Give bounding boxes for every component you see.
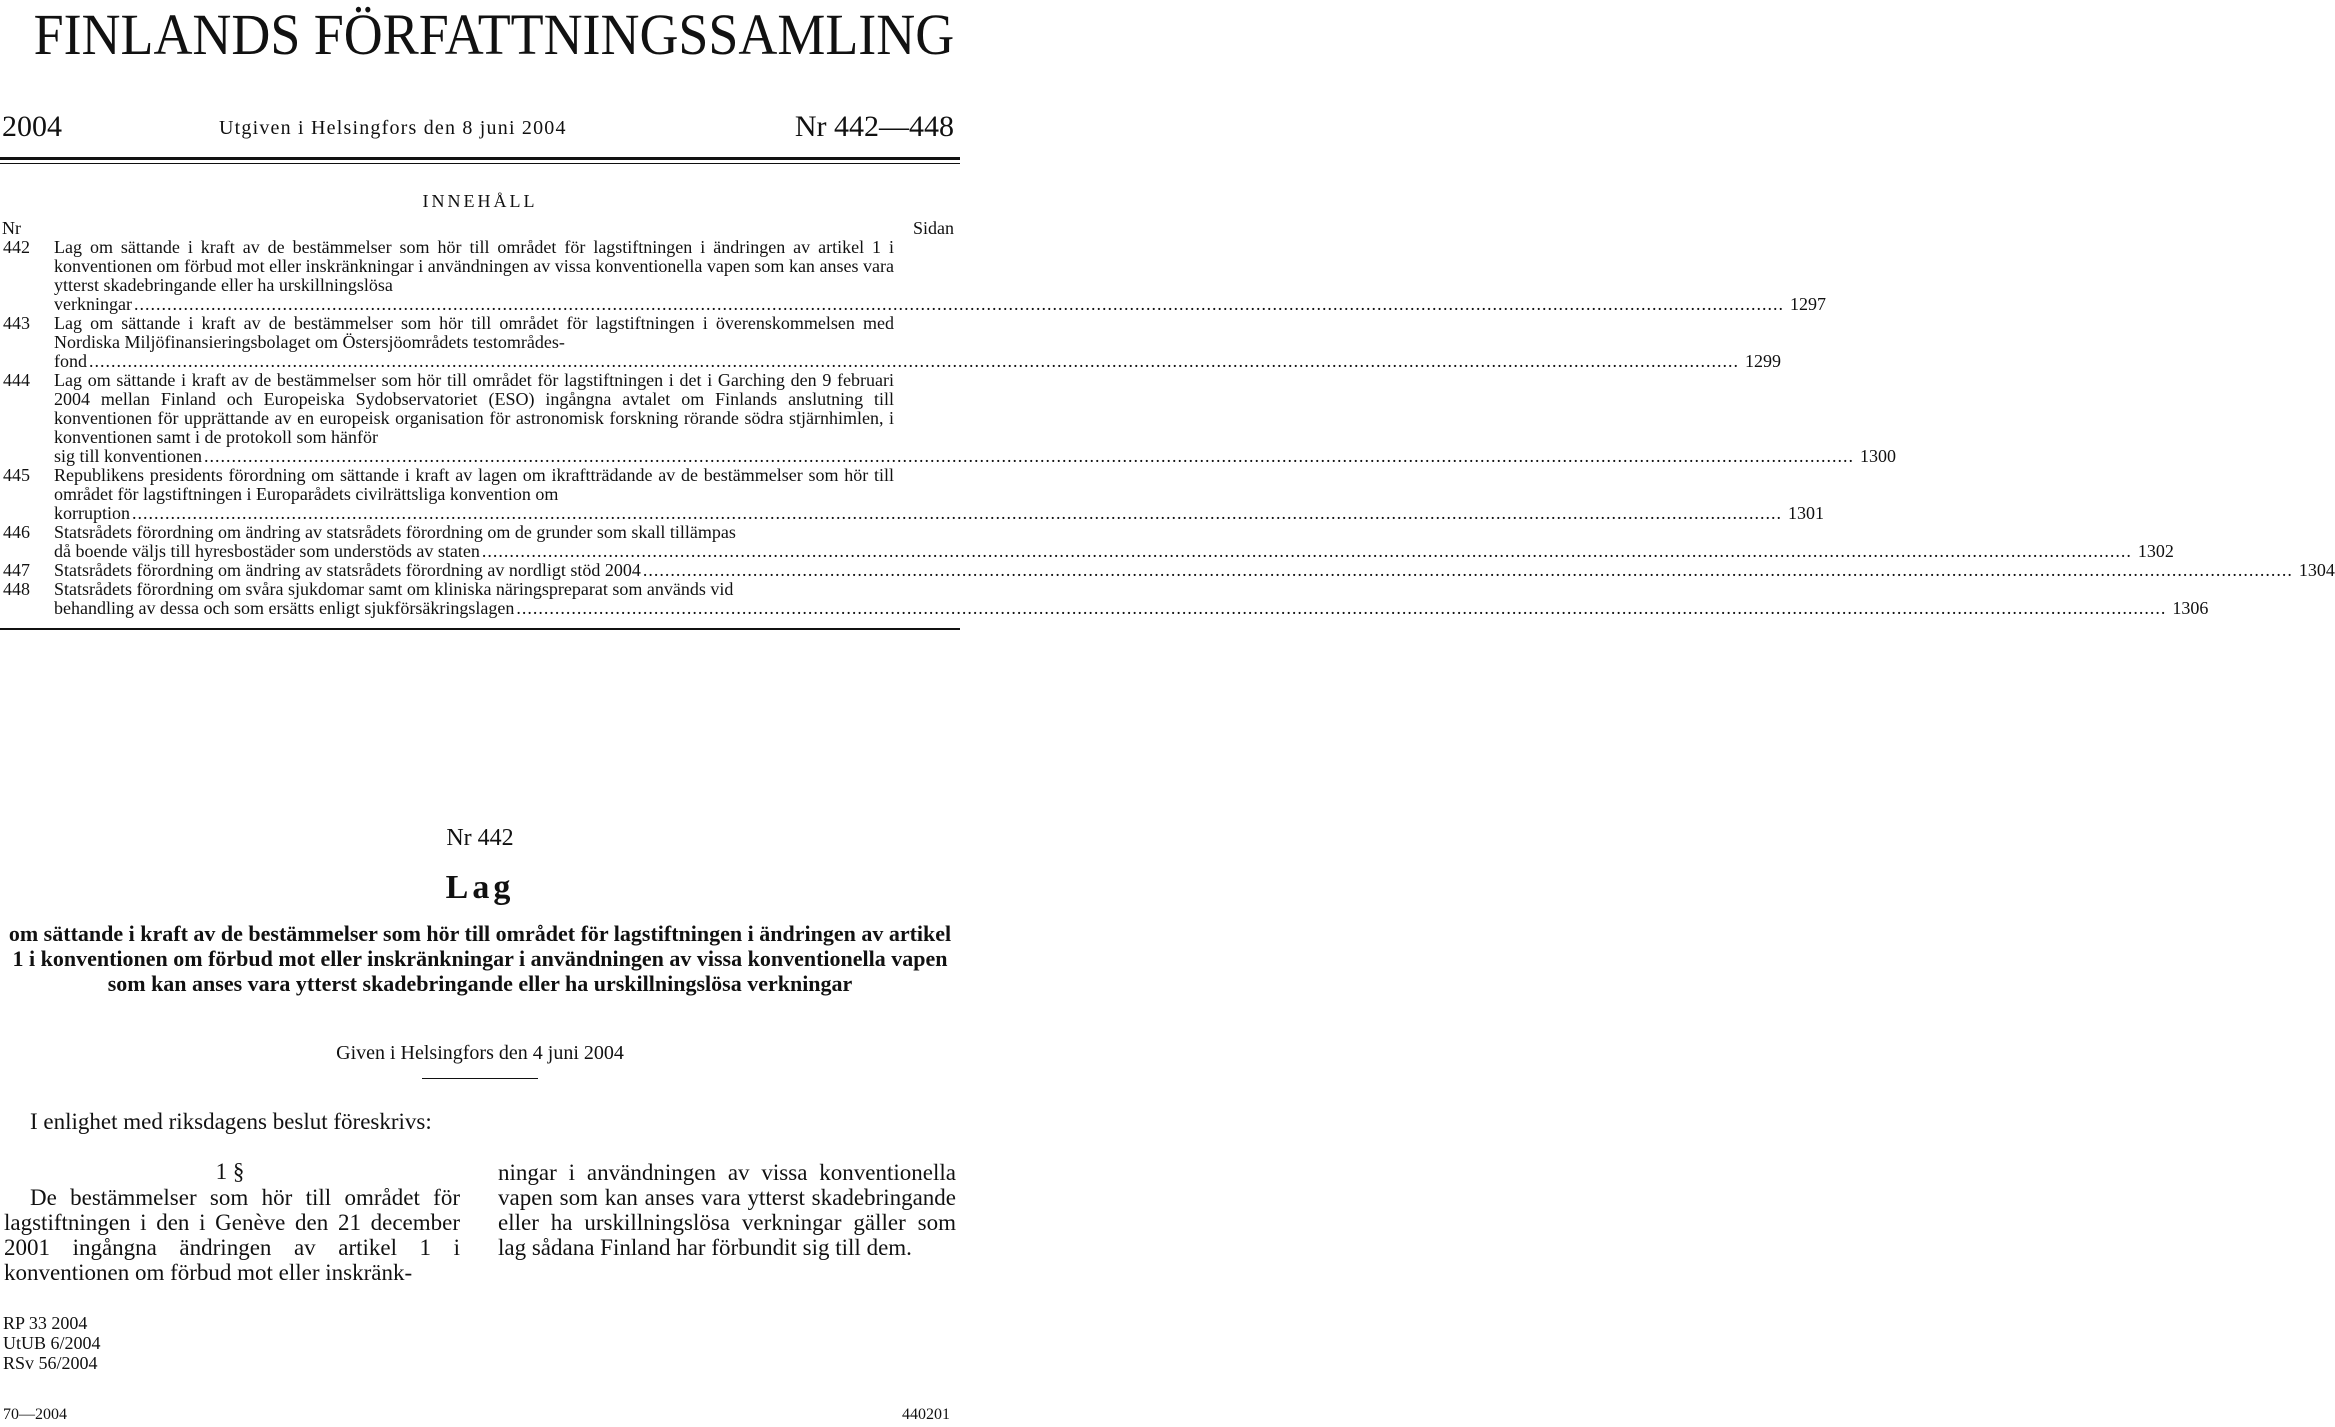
toc-entry-title: Lag om sättande i kraft av de bestämmelser som hör till området för lagstiftningen i det i Garching den 9 februari 2004 mellan Finland och Europeiska Sydobservatoriet (ESO) ingångna avtalet om Finlands anslutning till konventionen för upprättande av en europeisk organisation för astronomisk forskning rörande södra stjärnhimlen, i konventionen samt i de protokoll som hänför (54, 370, 894, 447)
toc-entry-last-line (54, 598, 2209, 618)
reference-line: RP 33 2004 (3, 1313, 88, 1333)
body-text-right: ningar i användningen av vissa konventionella vapen som kan anses vara ytterst skadebringande eller ha urskillningslösa verkningar gäller som lag sådana Finland har förbundit sig till dem. (498, 1160, 956, 1260)
body-column-right (498, 1160, 956, 1260)
header-rule-thick (0, 157, 960, 160)
toc-entry-number: 444 (3, 370, 30, 390)
toc-entry (0, 560, 2335, 580)
reference-line: UtUB 6/2004 (3, 1333, 101, 1353)
issue-number-range: Nr 442—448 (794, 110, 954, 143)
issue-date: Utgiven i Helsingfors den 8 juni 2004 (219, 117, 567, 139)
statute-given-date: Given i Helsingfors den 4 juni 2004 (336, 1042, 624, 1064)
toc-entry-title-end: behandling av dessa och som ersätts enligt sjukförsäkringslagen (54, 598, 515, 618)
toc-entry-last-line (54, 541, 2174, 561)
reference-line: RSv 56/2004 (3, 1353, 98, 1373)
dot-leader: ............................................................................................................................................................................................................................................................................................................ (204, 446, 1854, 466)
table-of-contents (0, 237, 2335, 618)
dot-leader: ............................................................................................................................................................................................................................................................................................................ (516, 598, 2167, 618)
toc-entry-title: Statsrådets förordning om ändring av statsrådets förordning om de grunder som skall tillämpas (54, 522, 736, 542)
toc-entry-number: 447 (3, 560, 30, 580)
toc-entry-number: 442 (3, 237, 30, 257)
dot-leader: ............................................................................................................................................................................................................................................................................................................ (132, 503, 1782, 523)
toc-entry-title-end: sig till konventionen (54, 446, 202, 466)
toc-entry (0, 579, 2209, 618)
contents-rule (0, 628, 960, 630)
enactment-clause: I enlighet med riksdagens beslut föreskrivs: (30, 1109, 432, 1134)
footer-right: 440201 (902, 1406, 950, 1423)
toc-entry-title-end: då boende väljs till hyresbostäder som understöds av staten (54, 541, 480, 561)
toc-entry-last-line (54, 560, 2335, 580)
toc-entry (0, 522, 2174, 561)
toc-entry (0, 313, 1781, 371)
toc-entry-page: 1302 (2137, 541, 2174, 561)
toc-entry-number: 443 (3, 313, 30, 333)
toc-entry-title-end: Statsrådets förordning om ändring av statsrådets förordning av nordligt stöd 2004 (54, 560, 641, 580)
toc-entry-number: 448 (3, 579, 30, 599)
toc-entry-page: 1300 (1860, 446, 1896, 466)
toc-entry-last-line (54, 503, 1824, 523)
contents-column-nr: Nr (2, 218, 21, 238)
toc-entry (0, 370, 1896, 466)
dot-leader: ............................................................................................................................................................................................................................................................................................................ (642, 560, 2293, 580)
toc-entry-page: 1297 (1789, 294, 1826, 314)
toc-entry-title: Lag om sättande i kraft av de bestämmelser som hör till området för lagstiftningen i överenskommelsen med Nordiska Miljöfinansieringsbolaget om Östersjöområdets testområdes- (54, 313, 894, 352)
legislative-references (3, 1313, 101, 1373)
toc-entry (0, 237, 1826, 314)
toc-entry-page: 1306 (2172, 598, 2209, 618)
statute-type: Lag (445, 869, 515, 906)
footer-left: 70—2004 (3, 1406, 67, 1423)
dot-leader: ............................................................................................................................................................................................................................................................................................................ (89, 351, 1739, 371)
toc-entry-title-end: verkningar (54, 294, 132, 314)
publication-year: 2004 (2, 110, 62, 143)
contents-heading: INNEHÅLL (422, 191, 538, 211)
toc-entry-number: 445 (3, 465, 30, 485)
toc-entry-title: Republikens presidents förordning om sättande i kraft av lagen om ikraftträdande av de bestämmelser som hör till området för lagstiftningen i Europarådets civilrättsliga konvention om (54, 465, 894, 504)
toc-entry-page: 1301 (1788, 503, 1824, 523)
section-heading: 1 § (215, 1159, 245, 1184)
publication-title: FINLANDS FÖRFATTNINGSSAMLING (33, 2, 955, 67)
header-rule-thin (0, 163, 960, 164)
statute-subtitle: om sättande i kraft av de bestämmelser som hör till området för lagstiftningen i ändringen av artikel 1 i konventionen om förbud mot eller inskränkningar i användningen av vissa konventionella vapen som kan anses vara ytterst skadebringande eller ha urskillningslösa verkningar (8, 921, 952, 996)
toc-entry (0, 465, 1824, 523)
toc-entry-title: Statsrådets förordning om svåra sjukdomar samt om kliniska näringspreparat som används vid (54, 579, 734, 599)
dot-leader: ............................................................................................................................................................................................................................................................................................................ (481, 541, 2132, 561)
body-text-left: De bestämmelser som hör till området för lagstiftningen i den i Genève den 21 december 2001 ingångna ändringen av artikel 1 i konventionen om förbud mot eller inskränk- (4, 1185, 460, 1285)
toc-entry-last-line (54, 446, 1896, 466)
statute-number: Nr 442 (446, 825, 514, 851)
toc-entry-title-end: fond (54, 351, 87, 371)
toc-entry-page: 1304 (2298, 560, 2335, 580)
toc-entry-title-end: korruption (54, 503, 130, 523)
contents-column-page: Sidan (912, 218, 954, 238)
short-rule (422, 1078, 538, 1079)
toc-entry-last-line (54, 351, 1781, 371)
toc-entry-page: 1299 (1745, 351, 1781, 371)
toc-entry-title: Lag om sättande i kraft av de bestämmelser som hör till området för lagstiftningen i ändringen av artikel 1 i konventionen om förbud mot eller inskränkningar i användningen av vissa konventionella vapen som kan anses vara ytterst skadebringande eller ha urskillningslösa (54, 237, 894, 295)
dot-leader: ............................................................................................................................................................................................................................................................................................................ (133, 294, 1784, 314)
toc-entry-last-line (54, 294, 1826, 314)
body-column-left (4, 1185, 460, 1285)
toc-entry-number: 446 (3, 522, 30, 542)
